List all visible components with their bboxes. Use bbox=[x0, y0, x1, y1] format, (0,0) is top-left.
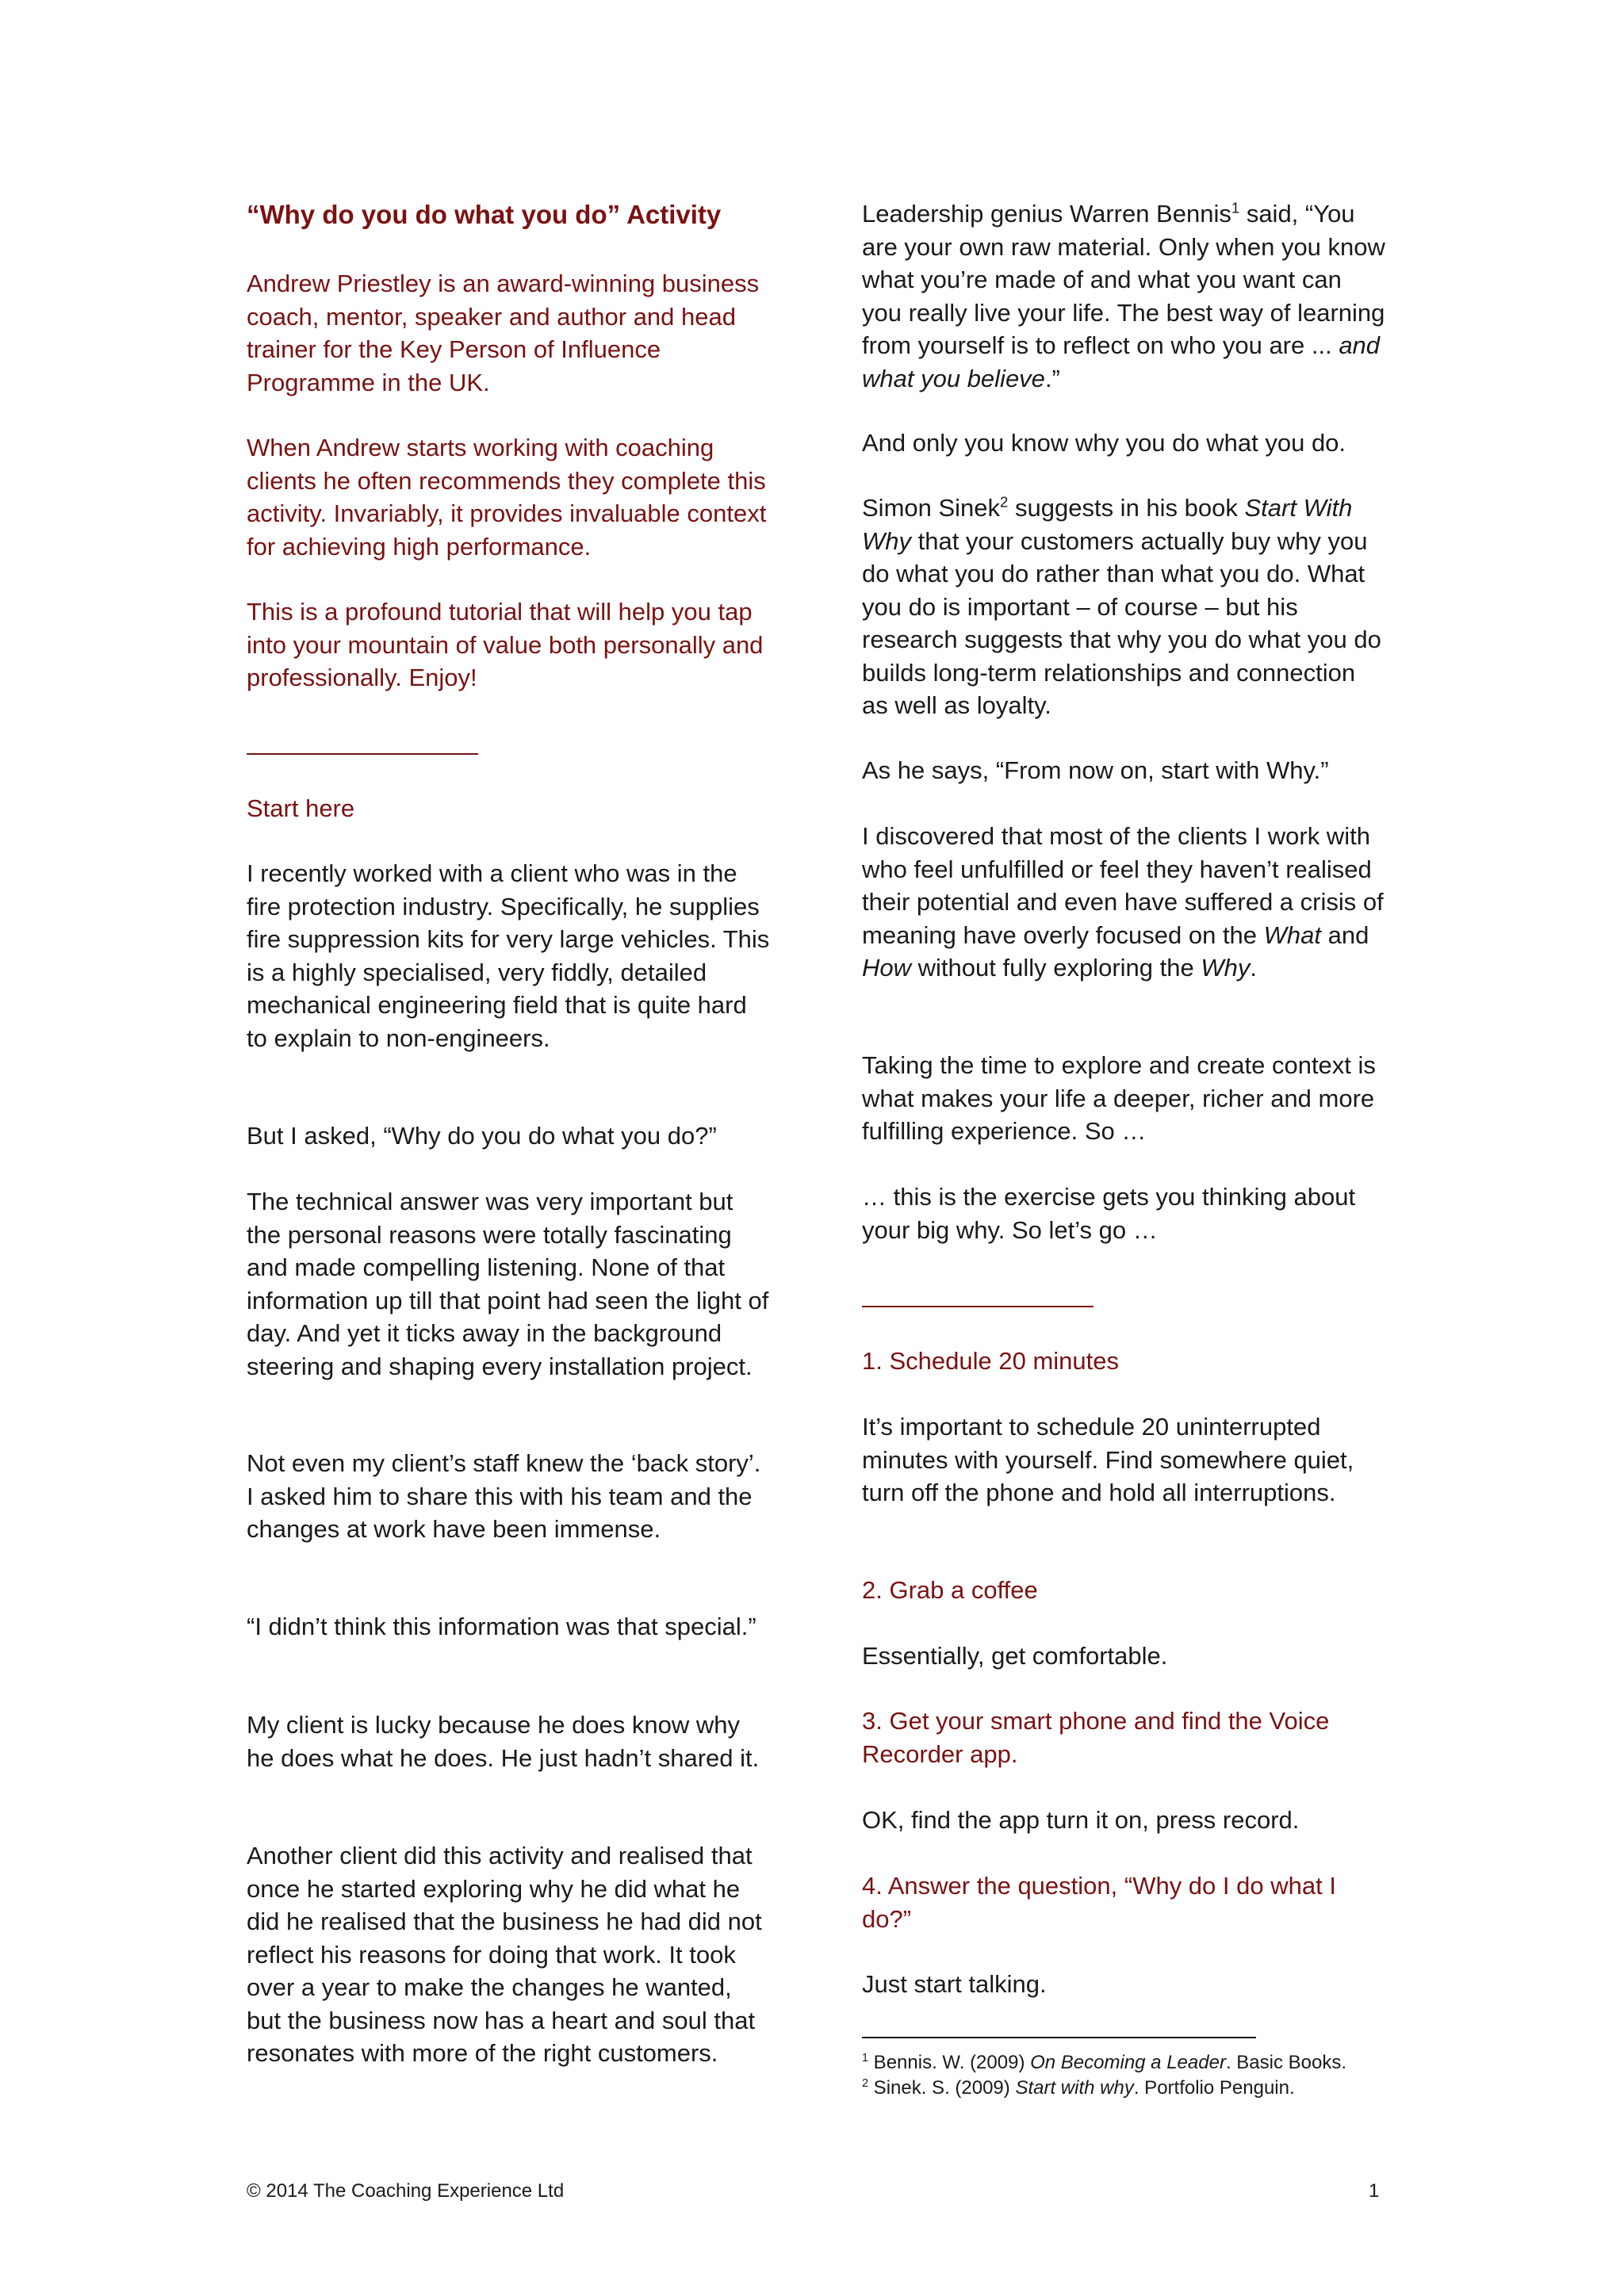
step-1-body: It’s important to schedule 20 uninterrupted minutes with yourself. Find somewhere quiet, turn off the phone and hold all interruptions. bbox=[862, 1413, 1354, 1506]
body-paragraph: My client is lucky because he does know why he does what he does. He just hadn’t shared it. bbox=[247, 1711, 760, 1772]
footnote-ref: 1 bbox=[1231, 199, 1240, 216]
footer-page-number: 1 bbox=[1369, 2180, 1380, 2202]
intro-paragraph-3: This is a profound tutorial that will help you tap into your mountain of value both personally and professionally. Enjoy! bbox=[247, 598, 764, 691]
footnote-ref: 2 bbox=[1000, 493, 1009, 511]
step-1-heading: 1. Schedule 20 minutes bbox=[862, 1347, 1119, 1375]
footer-copyright: © 2014 The Coaching Experience Ltd bbox=[247, 2180, 565, 2202]
step-4-heading: 4. Answer the question, “Why do I do what I do?” bbox=[862, 1872, 1336, 1933]
body-paragraph: And only you know why you do what you do. bbox=[862, 429, 1346, 457]
footnote-2: $^2$ Sinek. S. (2009) Start with why. Portfolio Penguin. bbox=[862, 2077, 1295, 2099]
section-heading-start-here: Start here bbox=[247, 794, 355, 822]
intro-paragraph-1: Andrew Priestley is an award-winning business coach, mentor, speaker and author and head trainer for the Key Person of Influence Programme in the UK. bbox=[247, 270, 760, 396]
step-3-body: OK, find the app turn it on, press record. bbox=[862, 1806, 1300, 1834]
step-3-heading: 3. Get your smart phone and find the Voice Recorder app. bbox=[862, 1707, 1330, 1768]
body-paragraph: Another client did this activity and realised that once he started exploring why he did what he did he realised that the business he had did not reflect his reasons for doing that work. It took over a year to make the changes he wanted, but the business now has a heart and soul that resonates with more of the right customers. bbox=[247, 1842, 762, 2067]
step-2-heading: 2. Grab a coffee bbox=[862, 1576, 1038, 1604]
footnote-divider bbox=[862, 2037, 1256, 2038]
body-paragraph: Not even my client’s staff knew the ‘back story’. I asked him to share this with his team and the changes at work have been immense. bbox=[247, 1449, 761, 1543]
section-divider bbox=[862, 1306, 1094, 1307]
intro-paragraph-2: When Andrew starts working with coaching clients he often recommends they complete this activity. Invariably, it provides invaluable context for achieving high performance. bbox=[247, 434, 767, 561]
body-paragraph: The technical answer was very important but the personal reasons were totally fascinating and made compelling listening. None of that information up till that point had seen the light of day. And yet it ticks away in the background steering and shaping every installation project. bbox=[247, 1188, 769, 1380]
body-paragraph: Taking the time to explore and create context is what makes your life a deeper, richer and more fulfilling experience. So … bbox=[862, 1051, 1376, 1145]
step-2-body: Essentially, get comfortable. bbox=[862, 1642, 1168, 1670]
body-paragraph: As he says, “From now on, start with Why.” bbox=[862, 756, 1329, 784]
sinek-paragraph: Simon Sinek$^2$ suggests in his book Start With Why that your customers actually buy why you do what you do rather than what you do. What you do is important – of course – but his research suggests that why you do what you do builds long-term relationships and connection as well as loyalty. bbox=[862, 493, 1381, 719]
step-4-body: Just start talking. bbox=[862, 1970, 1047, 1998]
body-paragraph: But I asked, “Why do you do what you do?” bbox=[247, 1122, 717, 1150]
bennis-quote-paragraph: Leadership genius Warren Bennis$^1$ said, “You are your own raw material. Only when you know what you’re made of and what you want can you really live your life. The best way of learning from yourself is to reflect on who you are ... and what you believe.” bbox=[862, 199, 1385, 392]
body-paragraph: … this is the exercise gets you thinking about your big why. So let’s go … bbox=[862, 1183, 1356, 1244]
page-title: “Why do you do what you do” Activity bbox=[247, 200, 722, 229]
quote-paragraph: “I didn’t think this information was that special.” bbox=[247, 1613, 756, 1640]
footnote-1: $^1$ Bennis. W. (2009) On Becoming a Leader. Basic Books. bbox=[862, 2052, 1346, 2073]
body-paragraph: I recently worked with a client who was in the fire protection industry. Specifically, he supplies fire suppression kits for very large vehicles. This is a highly specialised, very fiddly, detailed mechanical engineering field that is quite hard to explain to non-engineers. bbox=[247, 859, 770, 1052]
body-paragraph: I discovered that most of the clients I work with who feel unfulfilled or feel they haven’t realised their potential and even have suffered a crisis of meaning have overly focused on the What and How without fully exploring the Why. bbox=[862, 822, 1384, 982]
section-divider bbox=[247, 753, 478, 755]
